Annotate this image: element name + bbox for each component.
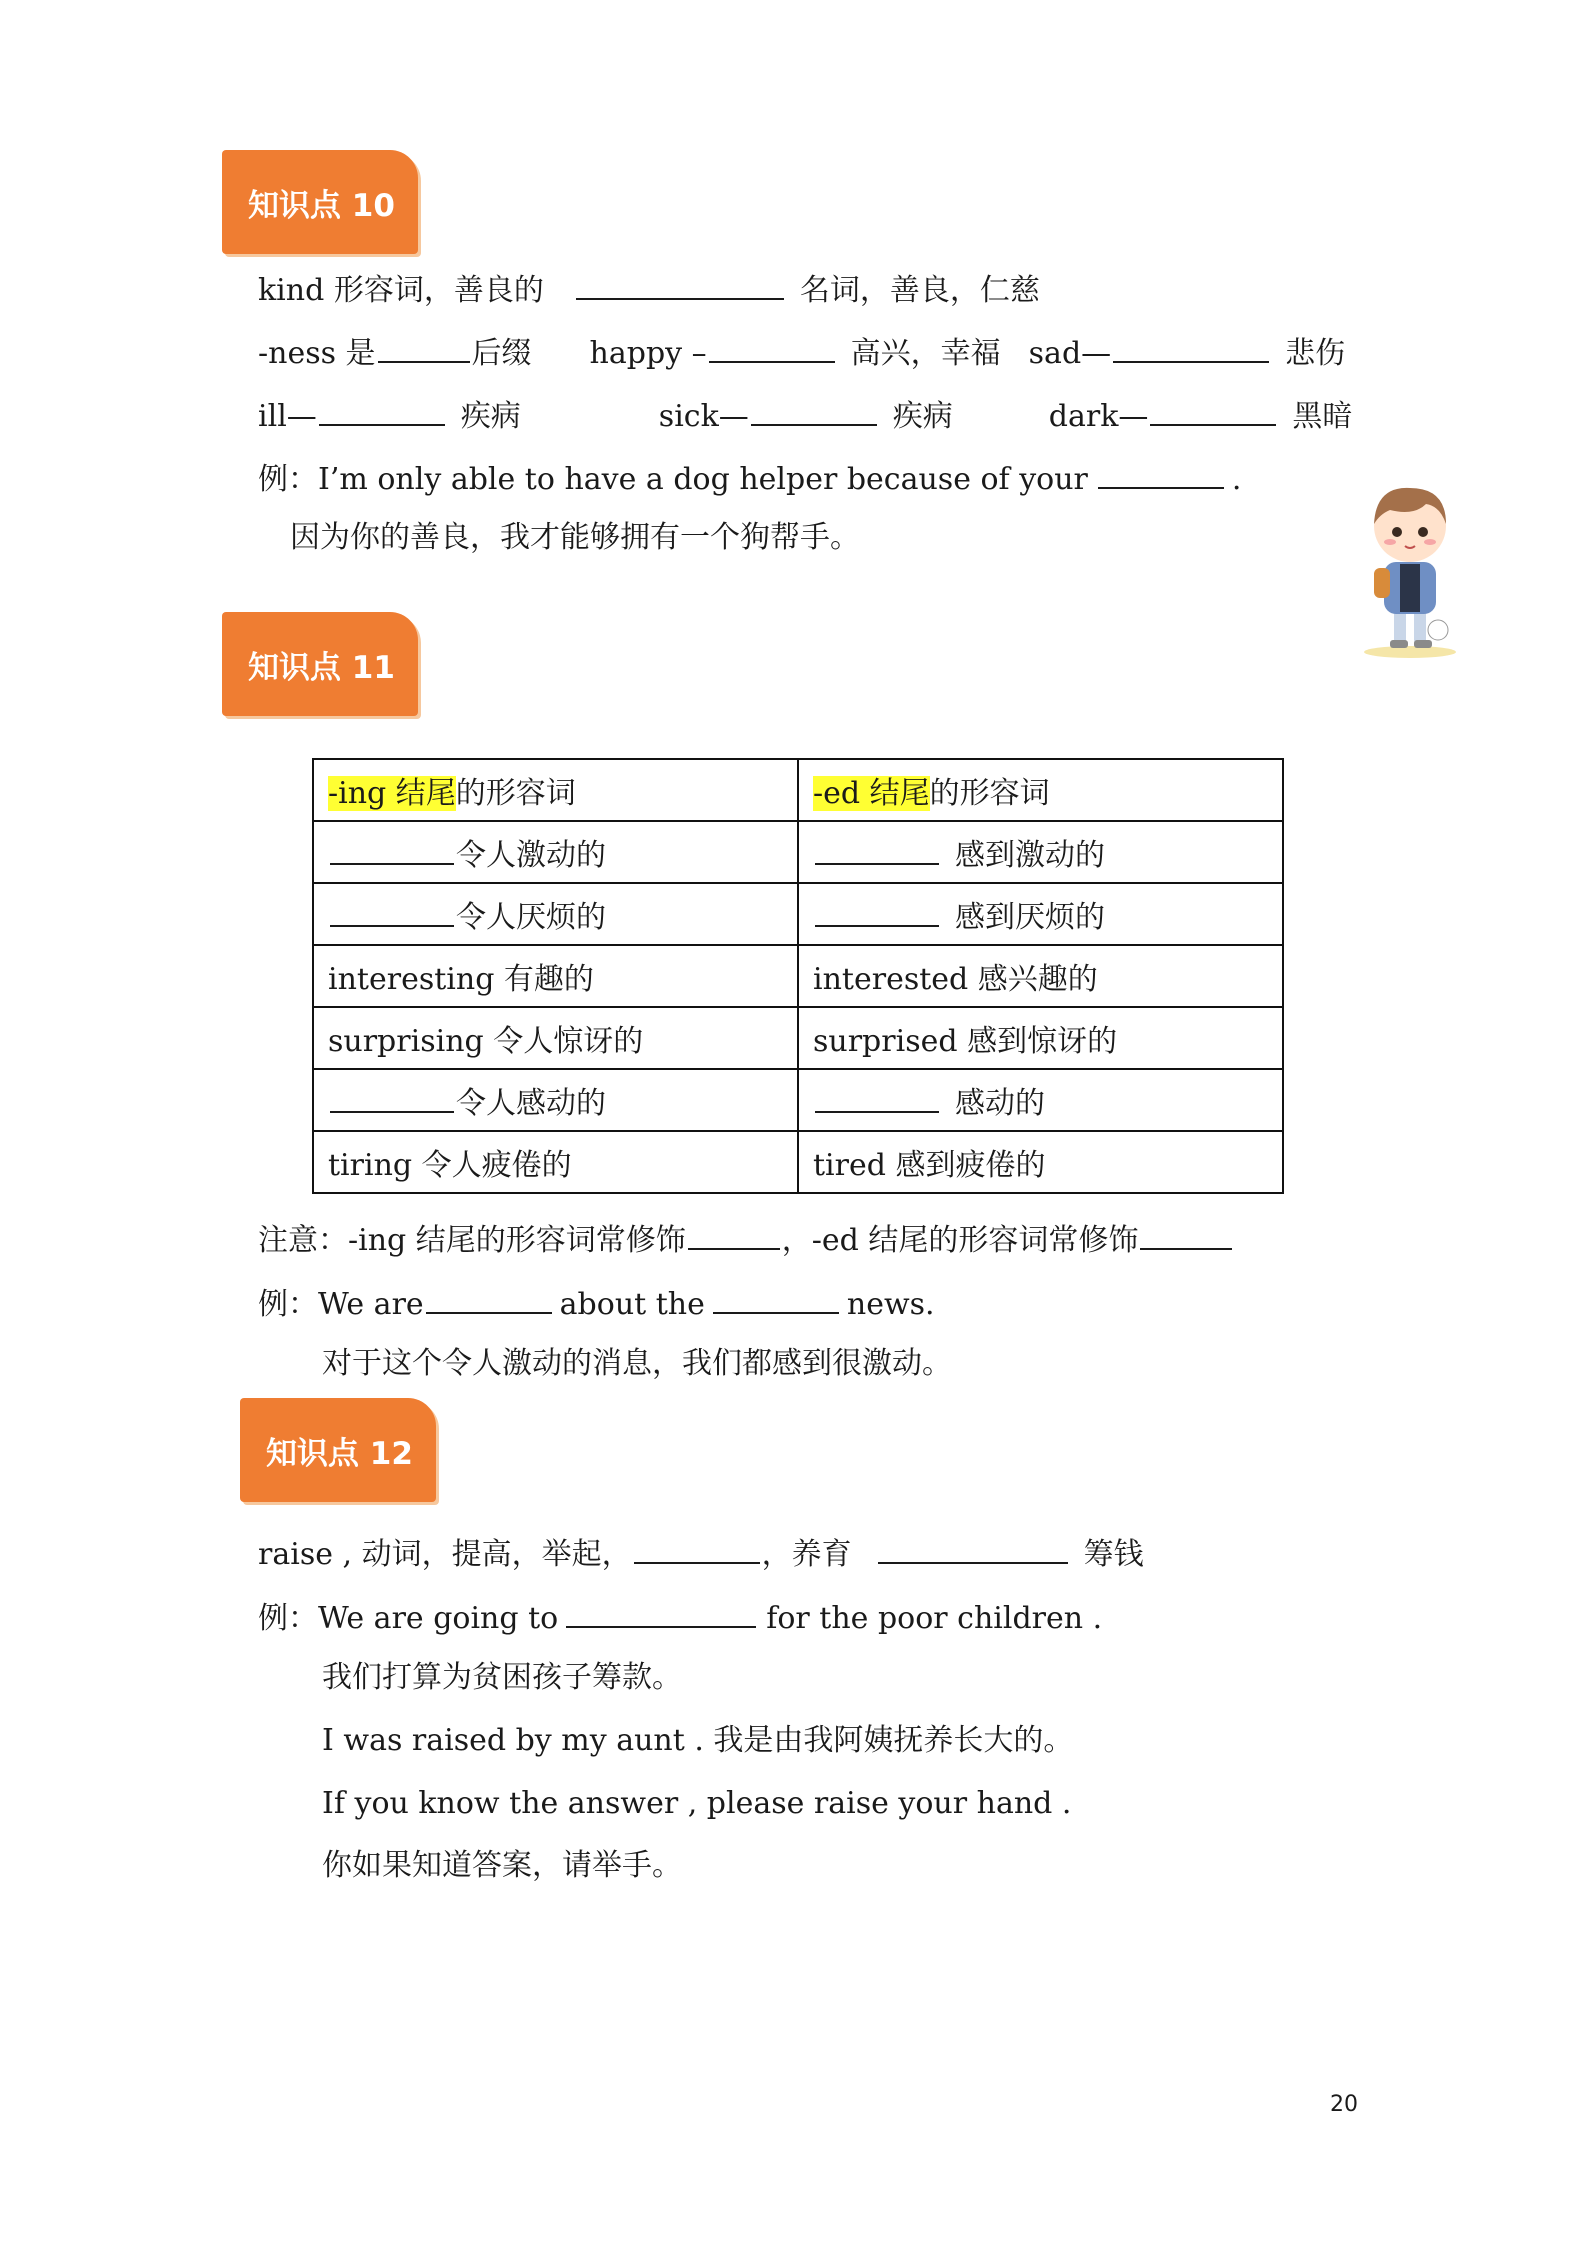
ness-line: -ness 是 后缀 happy – 高兴，幸福 sad— 悲伤: [258, 331, 1345, 374]
table-row: interesting 有趣的 interested 感兴趣的: [313, 945, 1283, 1007]
answer-blank: [878, 1532, 1068, 1564]
answer-blank: [815, 833, 939, 865]
section-badge-12: [240, 1398, 436, 1502]
answer-blank: [566, 1596, 756, 1628]
answer-blank: [1113, 331, 1269, 363]
example-translation: 对于这个令人激动的消息，我们都感到很激动。: [322, 1346, 952, 1381]
example-translation: 你如果知道答案，请举手。: [322, 1848, 682, 1883]
section-badge-11: [222, 612, 418, 716]
example-sentence: I was raised by my aunt . 我是由我阿姨抚养长大的。: [322, 1723, 1074, 1758]
answer-blank: [426, 1282, 552, 1314]
kind-line: kind 形容词，善良的 名词，善良，仁慈: [258, 268, 1040, 311]
answer-blank: [330, 833, 454, 865]
boy-illustration: [1360, 480, 1460, 662]
example-line: 例：I’m only able to have a dog helper because of your .: [258, 457, 1241, 500]
section-badge-10: [222, 150, 418, 254]
answer-blank: [634, 1532, 760, 1564]
table-row: 令人感动的 感动的: [313, 1069, 1283, 1131]
answer-blank: [709, 331, 835, 363]
section-badge-label: 知识点 11: [248, 649, 395, 686]
adjective-table: [312, 758, 1284, 1194]
answer-blank: [1150, 394, 1276, 426]
table-row: 令人厌烦的 感到厌烦的: [313, 883, 1283, 945]
section-badge-label: 知识点 12: [266, 1435, 413, 1472]
answer-blank: [713, 1282, 839, 1314]
answer-blank: [815, 895, 939, 927]
example-line: 例：We are going to for the poor children .: [258, 1596, 1102, 1639]
ill-line: ill— 疾病 sick— 疾病 dark— 黑暗: [258, 394, 1352, 437]
answer-blank: [1098, 457, 1224, 489]
page-number: 20: [1330, 2092, 1358, 2117]
example-translation: 因为你的善良，我才能够拥有一个狗帮手。: [290, 520, 860, 555]
table-header-row: -ing 结尾的形容词 -ed 结尾的形容词: [313, 759, 1283, 821]
example-translation: 我们打算为贫困孩子筹款。: [322, 1660, 682, 1695]
example-sentence: If you know the answer , please raise your hand .: [322, 1786, 1072, 1821]
example-line: 例：We are about the news.: [258, 1282, 935, 1325]
answer-blank: [576, 268, 784, 300]
answer-blank: [330, 1081, 454, 1113]
answer-blank: [319, 394, 445, 426]
table-row: 令人激动的 感到激动的: [313, 821, 1283, 883]
table-row: surprising 令人惊讶的 surprised 感到惊讶的: [313, 1007, 1283, 1069]
answer-blank: [688, 1218, 780, 1250]
answer-blank: [1140, 1218, 1232, 1250]
answer-blank: [751, 394, 877, 426]
section-badge-label: 知识点 10: [248, 187, 395, 224]
raise-line: raise , 动词，提高，举起， ，养育 筹钱: [258, 1532, 1144, 1575]
answer-blank: [330, 895, 454, 927]
answer-blank: [378, 331, 470, 363]
answer-blank: [815, 1081, 939, 1113]
note-line: 注意：-ing 结尾的形容词常修饰 ，-ed 结尾的形容词常修饰: [258, 1218, 1234, 1261]
table-row: tiring 令人疲倦的 tired 感到疲倦的: [313, 1131, 1283, 1193]
